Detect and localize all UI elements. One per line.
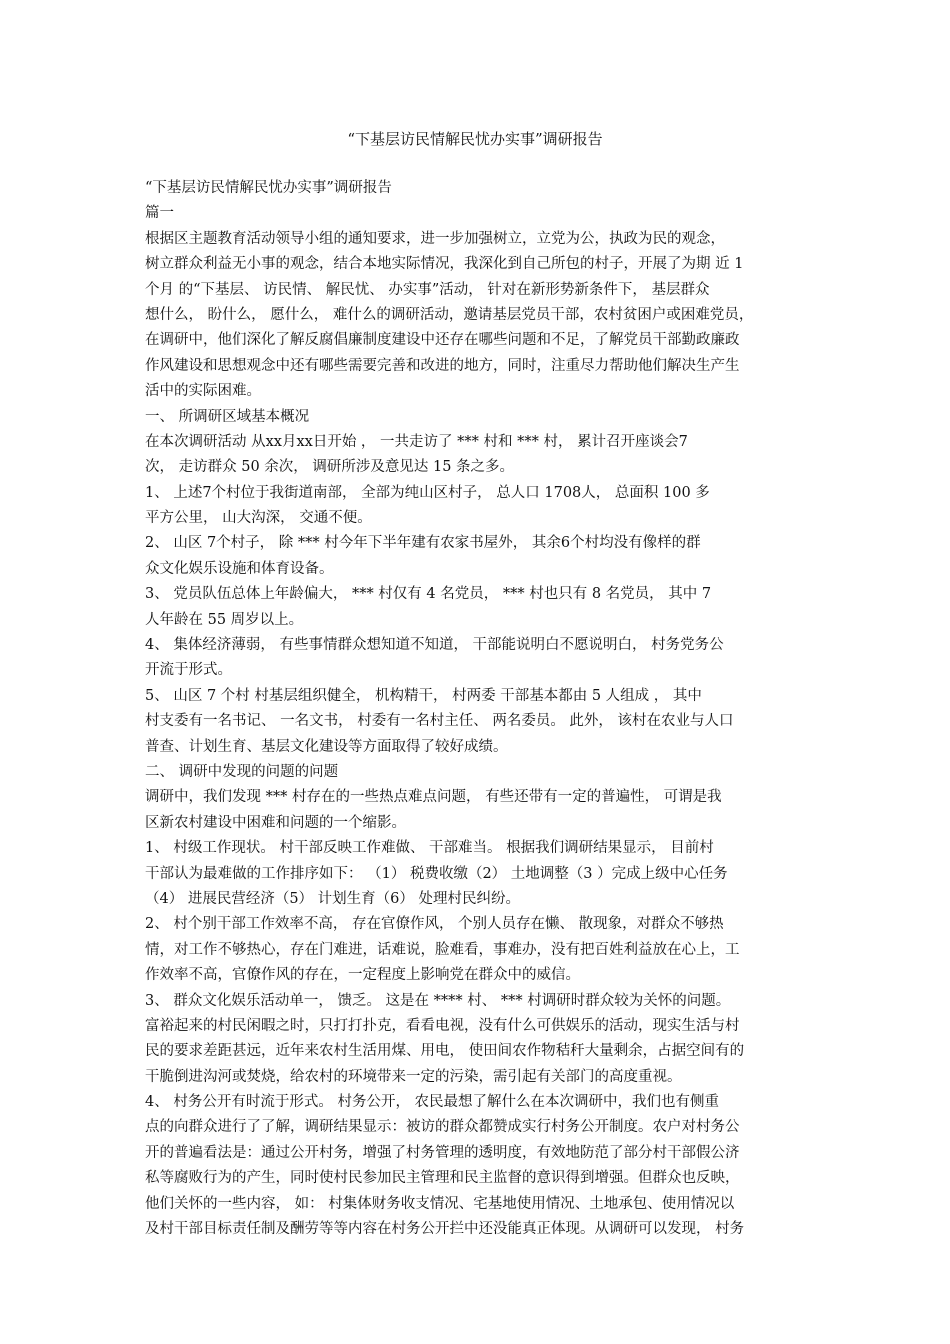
text-line: “下基层访民情解民忧办实事”调研报告 — [145, 180, 392, 196]
text-line: 根据区主题教育活动领导小组的通知要求，进一步加强树立，立党为公，执政为民的观念， — [145, 230, 725, 247]
text-line: 在调研中，他们深化了解反腐倡廉制度建设中还存在哪些问题和不足，了解党员干部勤政廉政 — [145, 332, 740, 349]
text-line: 干部认为最难做的工作排序如下： （1） 税费收缴（2） 土地调整（3 ）完成上级中心任务 — [145, 865, 728, 882]
text-line: 想什么， 盼什么， 愿什么， 难什么的调研活动，邀请基层党员干部，农村贫困户或困难党员， — [145, 306, 754, 323]
text-line: 1、 村级工作现状。 村干部反映工作难做、 干部难当。 根据我们调研结果显示， 目前村 — [145, 840, 714, 857]
text-line: 众文化娱乐设施和体育设备。 — [145, 560, 334, 577]
text-line: 作风建设和思想观念中还有哪些需要完善和改进的地方，同时，注重尽力帮助他们解决生产生 — [145, 357, 740, 374]
document-title: “下基层访民情解民忧办实事”调研报告 — [347, 130, 603, 148]
text-line: 调研中，我们发现 *** 村存在的一些热点难点问题， 有些还带有一定的普遍性， 可谓是我 — [145, 789, 722, 806]
text-line: 5、 山区 7 个村 村基层组织健全， 机构精干， 村两委 干部基本都由 5 人组成 ， 其中 — [145, 687, 702, 704]
text-line: 作效率不高，官僚作风的存在，一定程度上影响党在群众中的威信。 — [145, 967, 580, 984]
text-line: 情，对工作不够热心，存在门难进，话难说，脸难看，事难办，没有把百姓利益放在心上，工 — [145, 941, 740, 958]
text-line: 点的向群众进行了了解，调研结果显示：被访的群众都赞成实行村务公开制度。农户对村务公 — [145, 1119, 740, 1136]
text-line: 4、 村务公开有时流于形式。 村务公开， 农民最想了解什么在本次调研中，我们也有侧重 — [145, 1094, 720, 1111]
text-line: 人年龄在 55 周岁以上。 — [145, 611, 304, 628]
text-line: 3、 党员队伍总体上年龄偏大， *** 村仅有 4 名党员， *** 村也只有 8 名党员， 其中 7 — [145, 586, 712, 603]
text-line: 村支委有一名书记、 一名文书， 村委有一名村主任、 两名委员。 此外， 该村在农业与人口 — [145, 713, 734, 730]
text-line: 活中的实际困难。 — [145, 383, 261, 400]
text-line: 树立群众利益无小事的观念，结合本地实际情况，我深化到自己所包的村子，开展了为期 近 1 — [145, 256, 744, 273]
text-line: 1、 上述7个村位于我街道南部， 全部为纯山区村子， 总人口 1708人， 总面积 100 多 — [145, 484, 710, 501]
text-line: 他们关怀的一些内容， 如： 村集体财务收支情况、宅基地使用情况、土地承包、使用情况以 — [145, 1195, 735, 1212]
text-line: 一、 所调研区域基本概况 — [145, 408, 310, 425]
text-line: 私等腐败行为的产生，同时使村民参加民主管理和民主监督的意识得到增强。但群众也反映， — [145, 1170, 740, 1187]
document-body — [145, 176, 810, 1242]
text-line: 篇一 — [145, 205, 174, 222]
text-line: 2、 村个别干部工作效率不高， 存在官僚作风， 个别人员存在懒、 散现象，对群众不够热 — [145, 916, 724, 933]
text-line: 开流于形式。 — [145, 662, 232, 679]
text-line: 次， 走访群众 50 余次， 调研所涉及意见达 15 条之多。 — [145, 459, 515, 476]
text-line: 富裕起来的村民闲暇之时，只打打扑克，看看电视，没有什么可供娱乐的活动，现实生活与村 — [145, 1017, 740, 1034]
text-line: 3、 群众文化娱乐活动单一， 馈乏。 这是在 **** 村、 *** 村调研时群众较为关怀的问题。 — [145, 992, 731, 1009]
text-line: 二、 调研中发现的问题的问题 — [145, 763, 339, 780]
text-line: 开的普遍看法是：通过公开村务，增强了村务管理的透明度，有效地防范了部分村干部假公济 — [145, 1144, 740, 1161]
text-line: 民的要求差距甚远，近年来农村生活用煤、用电， 使田间农作物秸秆大量剩余，占据空间有的 — [145, 1043, 745, 1060]
text-line: 区新农村建设中困难和问题的一个缩影。 — [145, 814, 406, 831]
text-line: 干脆倒进沟河或焚烧，给农村的环境带来一定的污染，需引起有关部门的高度重视。 — [145, 1068, 682, 1085]
text-line: 及村干部目标责任制及酬劳等等内容在村务公开拦中还没能真正体现。从调研可以发现， 村务 — [145, 1221, 745, 1238]
text-line: 在本次调研活动 从xx月xx日开始 ， 一共走访了 *** 村和 *** 村， 累计召开座谈会7 — [145, 433, 688, 450]
text-line: 4、 集体经济薄弱， 有些事情群众想知道不知道， 干部能说明白不愿说明白， 村务党务公 — [145, 637, 724, 654]
text-line: 普查、计划生育、基层文化建设等方面取得了较好成绩。 — [145, 738, 508, 755]
text-line: 个月 的“下基层、 访民情、 解民忧、 办实事”活动， 针对在新形势新条件下， 基层群众 — [145, 281, 710, 298]
text-line: 2、 山区 7个村子， 除 *** 村今年下半年建有农家书屋外， 其余6个村均没有像样的群 — [145, 535, 701, 552]
text-line: （4） 进展民营经济（5） 计划生育（6） 处理村民纠纷。 — [145, 890, 521, 907]
text-line: 平方公里， 山大沟深， 交通不便。 — [145, 510, 372, 527]
